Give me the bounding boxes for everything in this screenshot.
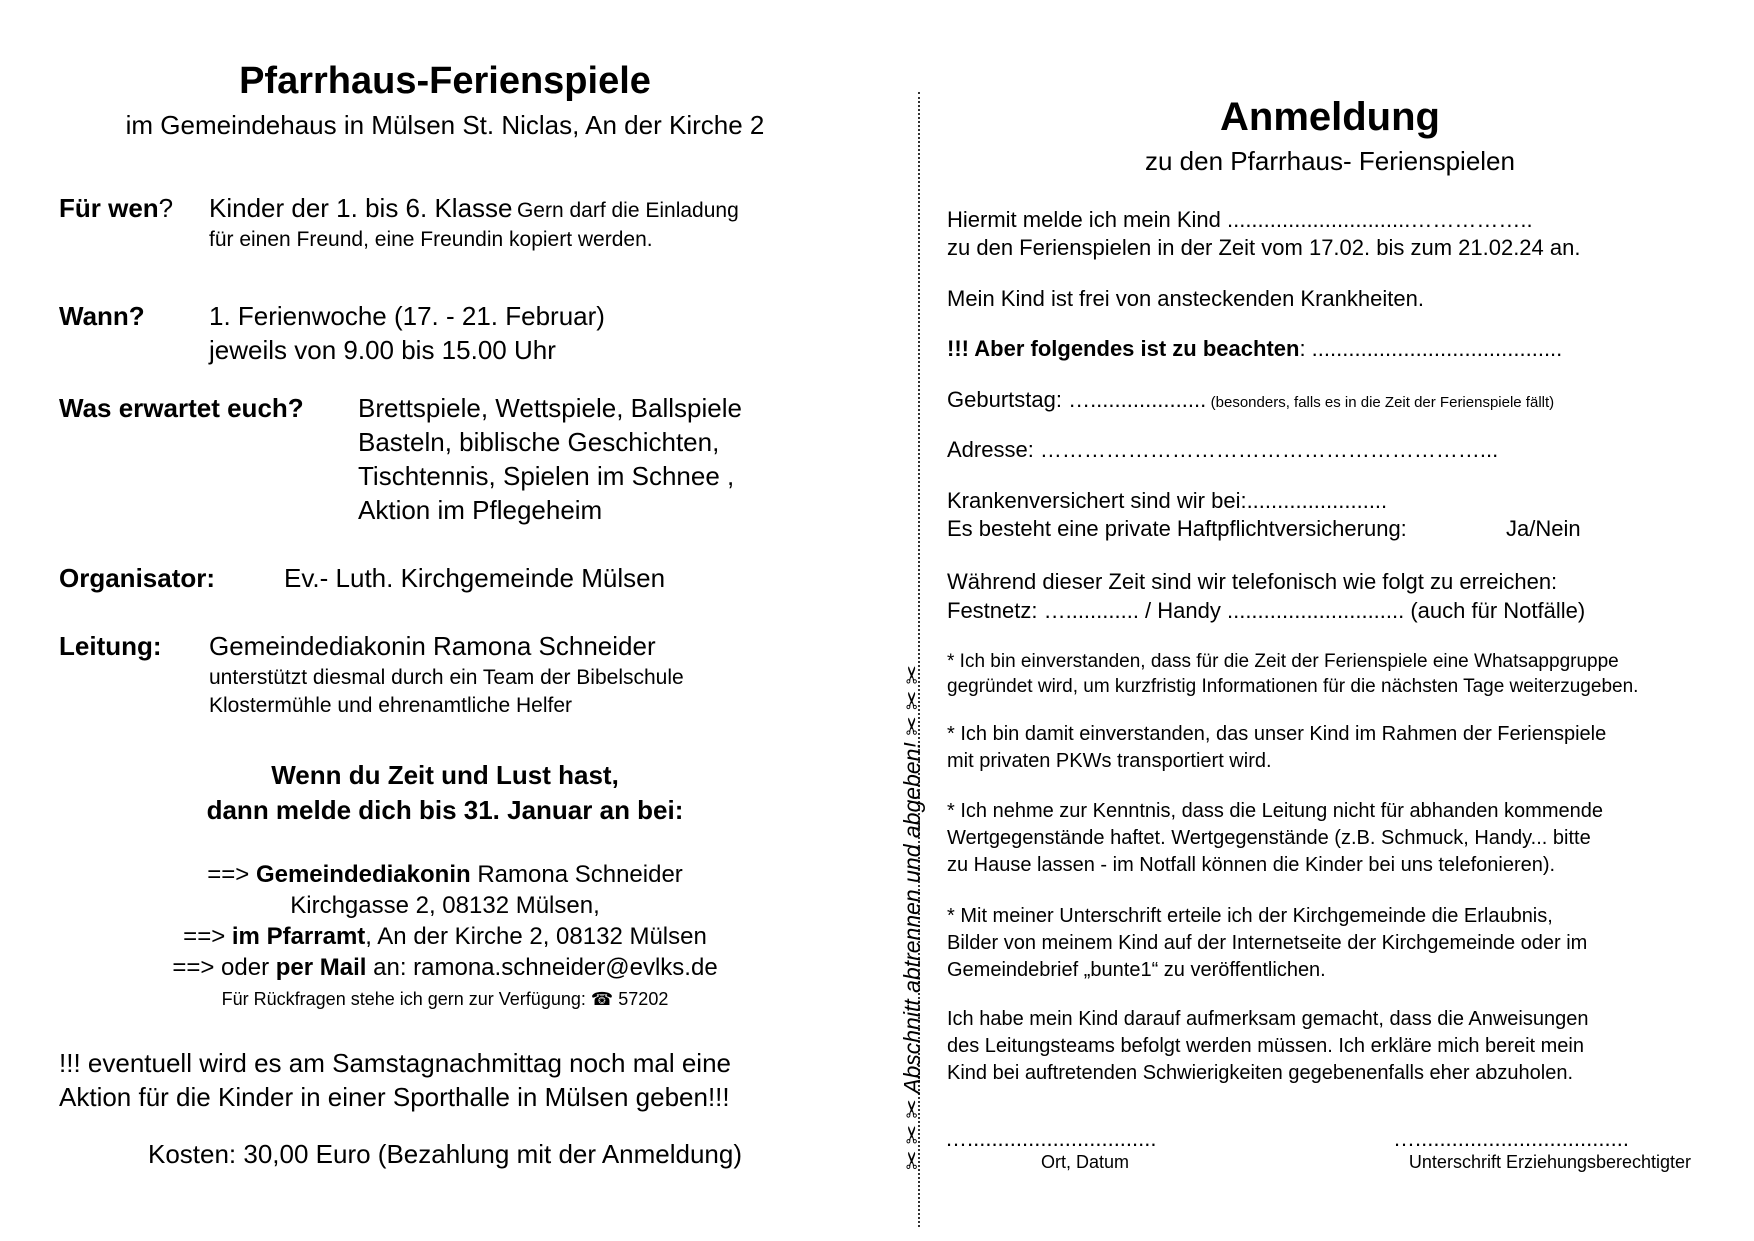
was-item: Tischtennis, Spielen im Schnee ,	[358, 461, 735, 491]
fuer-wen-text: Kinder der 1. bis 6. Klasse Gern darf die Einladung	[209, 193, 739, 223]
consent-bilder-3: Gemeindebrief „bunte1“ zu veröffentlichen.	[947, 959, 1326, 981]
consent-anweisungen-2: des Leitungsteams befolgt werden müssen. Ich erkläre mich bereit mein	[947, 1035, 1584, 1057]
consent-anweisungen-3: Kind bei auftretenden Schwierigkeiten gegebenenfalls eher abzuholen.	[947, 1062, 1574, 1084]
was-item: Brettspiele, Wettspiele, Ballspiele	[358, 393, 742, 423]
form-line-festnetz: Festnetz: …............ / Handy ............................. (auch für Notfälle)	[947, 598, 1586, 623]
haftpflicht-ja-nein: Ja/Nein	[1506, 516, 1581, 541]
samstag-line-1: !!! eventuell wird es am Samstagnachmittag noch mal eine	[59, 1048, 732, 1078]
organisator-label: Organisator:	[59, 563, 216, 593]
form-line-adresse: Adresse: ……………………………………………………...	[947, 437, 1499, 462]
signature-ort-datum-line: …...............................	[945, 1126, 1157, 1151]
consent-wertgegenstaende-2: Wertgegenstände haftet. Wertgegenstände (z.B. Schmuck, Handy... bitte	[947, 827, 1591, 849]
signature-unterschrift-line: …...................................	[1393, 1126, 1629, 1151]
flyer-title: Pfarrhaus-Ferienspiele	[239, 60, 651, 102]
kosten-line: Kosten: 30,00 Euro (Bezahlung mit der Anmeldung)	[147, 1139, 743, 1169]
form-line-gesund: Mein Kind ist frei von ansteckenden Krankheiten.	[947, 286, 1424, 311]
form-subtitle: zu den Pfarrhaus- Ferienspielen	[1145, 146, 1515, 176]
rueckfragen-line: Für Rückfragen stehe ich gern zur Verfügung: ☎ 57202	[221, 989, 669, 1009]
flyer-subtitle: im Gemeindehaus in Mülsen St. Niclas, An der Kirche 2	[125, 110, 765, 140]
leitung-label: Leitung:	[59, 631, 162, 661]
fuer-wen-label: Für wen?	[59, 193, 174, 223]
organisator-value: Ev.- Luth. Kirchgemeinde Mülsen	[284, 563, 666, 593]
consent-whatsapp-1: * Ich bin einverstanden, dass für die Zeit der Ferienspiele eine Whatsappgruppe	[947, 651, 1619, 672]
was-item: Basteln, biblische Geschichten,	[358, 427, 720, 457]
form-line-geburtstag: Geburtstag: …................... (besonders, falls es in die Zeit der Ferienspiele fällt)	[947, 387, 1555, 412]
consent-transport-2: mit privaten PKWs transportiert wird.	[947, 750, 1272, 772]
leitung-value: Gemeindediakonin Ramona Schneider	[209, 631, 656, 661]
fuer-wen-note: für einen Freund, eine Freundin kopiert werden.	[209, 228, 653, 251]
form-line-krankenversicherung: Krankenversichert sind wir bei:.......................	[947, 488, 1388, 513]
consent-bilder-2: Bilder von meinem Kind auf der Internetseite der Kirchgemeinde oder im	[947, 932, 1588, 954]
call-to-action-1: Wenn du Zeit und Lust hast,	[271, 760, 619, 790]
form-line-beachten: !!! Aber folgendes ist zu beachten: .........................................	[947, 336, 1563, 361]
consent-transport-1: * Ich bin damit einverstanden, das unser Kind im Rahmen der Ferienspiele	[947, 723, 1607, 745]
leitung-note-1: unterstützt diesmal durch ein Team der Bibelschule	[209, 666, 684, 689]
contact-line-3: ==> im Pfarramt, An der Kirche 2, 08132 Mülsen	[183, 923, 707, 950]
call-to-action-2: dann melde dich bis 31. Januar an bei:	[206, 795, 684, 825]
consent-anweisungen-1: Ich habe mein Kind darauf aufmerksam gemacht, dass die Anweisungen	[947, 1008, 1589, 1030]
contact-line-1: ==> Gemeindediakonin Ramona Schneider	[207, 861, 683, 888]
consent-whatsapp-2: gegründet wird, um kurzfristig Informationen für die nächsten Tage weiterzugeben.	[947, 676, 1639, 697]
signature-ort-datum-label: Ort, Datum	[1040, 1152, 1129, 1172]
wann-line-2: jeweils von 9.00 bis 15.00 Uhr	[209, 335, 556, 365]
contact-line-4: ==> oder per Mail an: ramona.schneider@evlks.de	[172, 954, 718, 981]
was-label: Was erwartet euch?	[59, 393, 304, 423]
contact-line-2: Kirchgasse 2, 08132 Mülsen,	[290, 892, 600, 919]
samstag-line-2: Aktion für die Kinder in einer Sporthalle in Mülsen geben!!!	[59, 1082, 730, 1112]
wann-line-1: 1. Ferienwoche (17. - 21. Februar)	[209, 301, 605, 331]
form-line-kind: Hiermit melde ich mein Kind ..............................……………..	[947, 207, 1533, 232]
was-item: Aktion im Pflegeheim	[358, 495, 603, 525]
signature-unterschrift-label: Unterschrift Erziehungsberechtigter	[1408, 1152, 1692, 1172]
consent-wertgegenstaende-3: zu Hause lassen - im Notfall können die Kinder bei uns telefonieren).	[947, 854, 1556, 876]
leitung-note-2: Klostermühle und ehrenamtliche Helfer	[209, 694, 573, 717]
form-line-zeitraum: zu den Ferienspielen in der Zeit vom 17.02. bis zum 21.02.24 an.	[947, 235, 1581, 260]
form-title: Anmeldung	[1220, 95, 1440, 139]
form-line-telefon: Während dieser Zeit sind wir telefonisch wie folgt zu erreichen:	[947, 569, 1558, 594]
wann-label: Wann?	[59, 301, 145, 331]
form-line-haftpflicht: Es besteht eine private Haftpflichtversicherung:	[947, 516, 1407, 541]
cut-instruction: ✂ ✂ ✂ Abschnitt abtrennen und abgeben! ✂ ✂ ✂	[899, 665, 925, 1170]
consent-wertgegenstaende-1: * Ich nehme zur Kenntnis, dass die Leitung nicht für abhanden kommende	[947, 800, 1603, 822]
consent-bilder-1: * Mit meiner Unterschrift erteile ich der Kirchgemeinde die Erlaubnis,	[947, 905, 1553, 927]
